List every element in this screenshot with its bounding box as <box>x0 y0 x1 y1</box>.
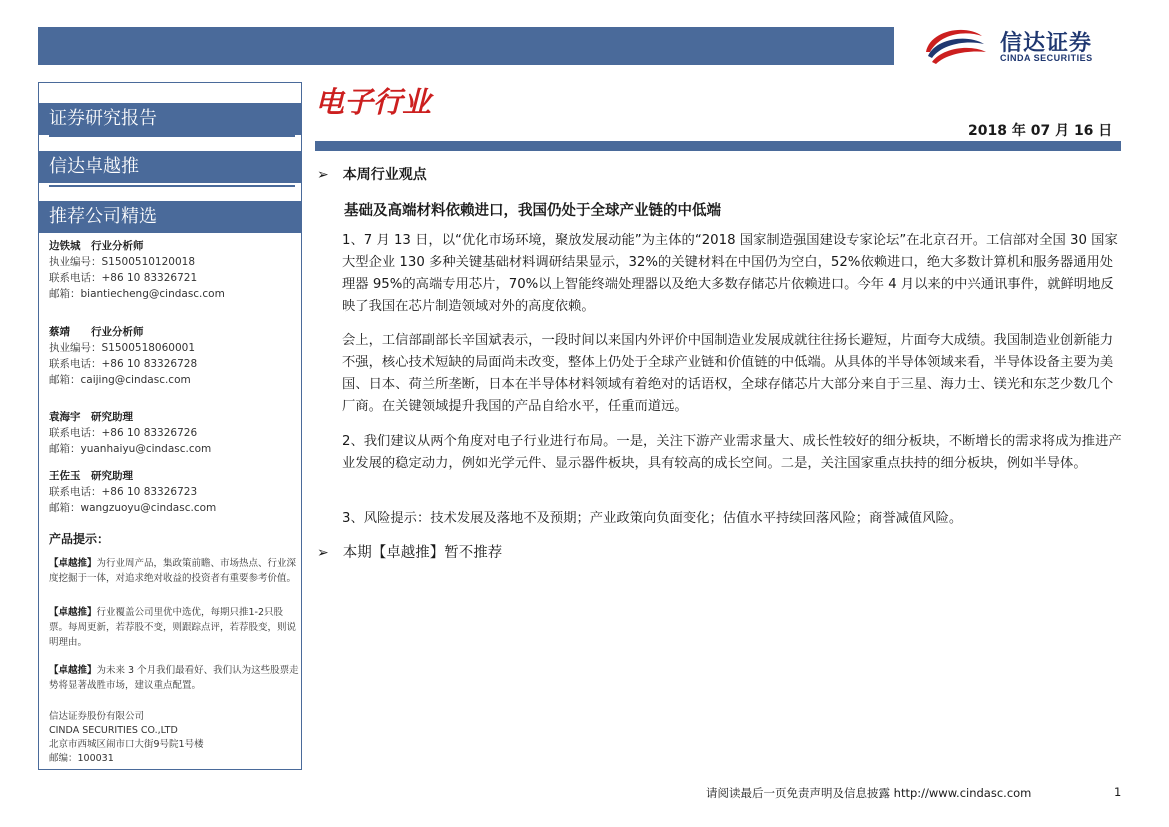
arrow-bullet-icon: ➢ <box>317 545 329 561</box>
industry-title: 电子行业 <box>315 85 432 119</box>
tip-text: 行业覆盖公司里优中选优，每期只推1-2只股票。每周更新，若荐股不变，则跟踪点评，若荐股变，则说明理由。 <box>49 607 297 648</box>
analyst-name: 边铁城 行业分析师 <box>49 240 144 252</box>
logo-swoosh-icon <box>920 22 990 68</box>
logo-cn-text: 信达证券 <box>1000 31 1093 56</box>
logo-en-text: CINDA SECURITIES <box>1000 53 1093 63</box>
analyst-name: 蔡靖 行业分析师 <box>49 326 144 338</box>
company-name-en: CINDA SECURITIES CO.,LTD <box>49 725 178 736</box>
cinda-logo <box>920 20 1120 70</box>
analyst-email[interactable]: 邮箱：yuanhaiyu@cindasc.com <box>49 443 212 455</box>
product-tip <box>49 663 299 693</box>
sidebar-divider <box>49 135 295 137</box>
analyst-name: 王佐玉 研究助理 <box>49 470 133 482</box>
tip-tag: 【卓越推】 <box>49 607 97 618</box>
analyst-phone: 联系电话：+86 10 83326721 <box>49 272 198 284</box>
paragraph: 会上，工信部副部长辛国斌表示，一段时间以来国内外评价中国制造业发展成就往往扬长避短，片面夸大成绩。我国制造业创新能力不强，核心技术短缺的局面尚未改变，整体上仍处于全球产业链和价值链的中低端。从具体的半导体领域来看，半导体设备主要为美国、日本、荷兰所垄断，日本在半导体材料领域有着绝对的话语权，全球存储芯片大部分来自于三星、海力士、镁光和东芝少数几个厂商。在关键领域提升我国的产品自给水平，任重而道远。 <box>342 333 1114 414</box>
section-title: 本期【卓越推】暂不推荐 <box>342 545 503 561</box>
arrow-bullet-icon: ➢ <box>317 167 329 183</box>
sidebar-divider <box>49 185 295 187</box>
footer-disclaimer[interactable]: 请阅读最后一页免责声明及信息披露 http://www.cindasc.com <box>706 786 1032 800</box>
tip-tag: 【卓越推】 <box>49 665 97 676</box>
analyst-phone: 联系电话：+86 10 83326723 <box>49 486 198 498</box>
section-title: 本周行业观点 <box>342 167 427 183</box>
product-tips-title: 产品提示： <box>49 532 110 546</box>
tip-tag: 【卓越推】 <box>49 558 97 569</box>
paragraph: 3、风险提示：技术发展及落地不及预期；产业政策向负面变化；估值水平持续回落风险；商誉减值风险。 <box>342 511 963 526</box>
company-info <box>49 710 204 766</box>
paragraph: 2、我们建议从两个角度对电子行业进行布局。一是，关注下游产业需求量大、成长性较好的细分板块，不断增长的需求将成为推进产业发展的稳定动力，例如光学元件、显示器件板块，具有较高的成长空间。二是，关注国家重点扶持的细分板块，例如半导体。 <box>342 434 1122 471</box>
analyst-phone: 联系电话：+86 10 83326728 <box>49 358 198 370</box>
analyst-card <box>49 409 211 457</box>
section-cinda-pick <box>317 541 502 562</box>
analyst-card <box>49 324 197 388</box>
sidebar-heading-research-report: 证券研究报告 <box>39 103 301 135</box>
tip-text: 为行业周产品，集政策前瞻、市场热点、行业深度挖掘于一体，对追求绝对收益的投资者有重要参考价值。 <box>49 558 297 584</box>
sidebar <box>38 82 302 770</box>
section-weekly-view <box>317 164 427 184</box>
tip-text: 为未来 3 个月我们最看好、我们认为这些股票走势将显著战胜市场，建议重点配置。 <box>49 665 299 691</box>
product-tip <box>49 605 299 650</box>
company-postcode: 邮编：100031 <box>49 753 114 764</box>
headline: 基础及高端材料依赖进口，我国仍处于全球产业链的中低端 <box>344 203 721 219</box>
title-rule <box>315 141 1121 151</box>
analyst-card <box>49 238 225 302</box>
product-tip <box>49 556 299 586</box>
page-number: 1 <box>1114 785 1122 799</box>
sidebar-heading-recommended: 推荐公司精选 <box>39 201 301 233</box>
header-bar <box>38 27 894 65</box>
analyst-license: 执业编号：S1500510120018 <box>49 256 196 268</box>
analyst-card <box>49 468 216 516</box>
analyst-phone: 联系电话：+86 10 83326726 <box>49 427 198 439</box>
paragraph: 1、7 月 13 日，以“优化市场环境，聚放发展动能”为主体的“2018 国家制造强国建设专家论坛”在北京召开。工信部对全国 30 国家大型企业 130 多种关键基础材料调研结果显示，32%的关键材料在中国仍为空白，52%依赖进口，绝大多数计算机和服务器通用处理器 95%的高端专用芯片，70%以上智能终端处理器以及绝大多数存储芯片依赖进口。今年 4 月以来的中兴通讯事件，就鲜明地反映了我国在芯片制造领域对外的高度依赖。 <box>342 233 1118 314</box>
analyst-email[interactable]: 邮箱：caijing@cindasc.com <box>49 374 191 386</box>
analyst-license: 执业编号：S1500518060001 <box>49 342 196 354</box>
company-name-cn: 信达证券股份有限公司 <box>49 711 145 722</box>
report-date: 2018 年 07 月 16 日 <box>968 123 1113 139</box>
analyst-email[interactable]: 邮箱：biantiecheng@cindasc.com <box>49 288 225 300</box>
sidebar-heading-cinda-pick: 信达卓越推 <box>39 151 301 183</box>
company-address: 北京市西城区闹市口大街9号院1号楼 <box>49 739 204 750</box>
analyst-email[interactable]: 邮箱：wangzuoyu@cindasc.com <box>49 502 217 514</box>
analyst-name: 袁海宇 研究助理 <box>49 411 133 423</box>
